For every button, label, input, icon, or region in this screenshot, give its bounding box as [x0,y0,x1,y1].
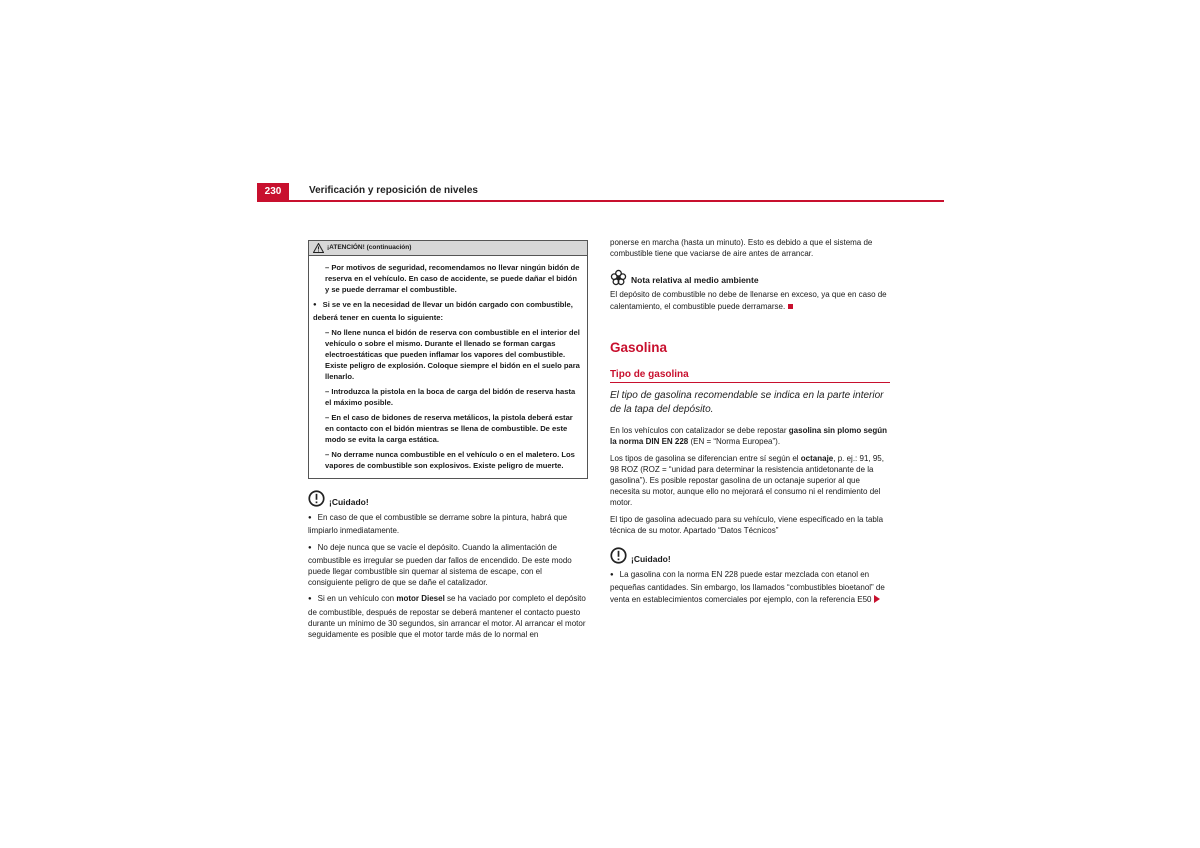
env-note-heading [610,269,890,286]
right-column [610,237,890,610]
paragraph: Los tipos de gasolina se diferencian entre sí según el octanaje, p. ej.: 91, 95, 98 ROZ (ROZ = “unidad para determinar la resistencia antidetonante de la gasolina”). Es posible repostar gasolina de un octanaje superior al que necesita su motor, aunque ello no mejorará el consumo ni el rendimiento del motor. [610,453,884,508]
continuation-text: ponerse en marcha (hasta un minuto). Esto es debido a que el sistema de combustible tiene que vaciarse de aire antes de arrancar. [610,238,873,259]
warning-box [308,240,588,479]
env-note-title: Nota relativa al medio ambiente [631,275,759,286]
page-number: 230 [257,183,289,200]
warning-item: – Introduzca la pistola en la boca de carga del bidón de reserva hasta el máximo posible. [325,387,576,407]
paragraph: El tipo de gasolina adecuado para su vehículo, viene especificado en la tabla técnica de su motor. Apartado “Datos Técnicos” [610,514,884,535]
warning-triangle-icon [313,243,324,253]
warning-item: ● Si se ve en la necesidad de llevar un bidón cargado con combustible, deberá tener en cuenta lo siguiente: [313,299,583,323]
caution-item: ● Si en un vehículo con motor Diesel se ha vaciado por completo el depósito de combustible, después de repostar se deberá mantener el contacto puesto durante un mínimo de 30 segundos, sin arrancar el motor. Al arrancar el motor seguidamente es posible que el motor tarde más de lo normal en [308,593,588,640]
warning-item: – No derrame nunca combustible en el vehículo o en el maletero. Los vapores de combustible son explosivos. Existe peligro de muerte. [325,450,575,470]
env-note-text: El depósito de combustible no debe de llenarse en exceso, ya que en caso de calentamiento, el combustible puede derramarse. [610,290,887,311]
chapter-title: Verificación y reposición de niveles [309,185,478,196]
end-marker-icon [788,304,793,309]
page-header [257,183,944,201]
caution-title: ¡Cuidado! [329,497,369,507]
warning-box-title: ¡ATENCIÓN! (continuación) [327,244,412,251]
warning-item: – En el caso de bidones de reserva metálicos, la pistola deberá estar en contacto con el bidón mientras se llena de combustible. De este modo se evita la carga estática. [325,413,573,444]
caution-item: ● No deje nunca que se vacíe el depósito. Cuando la alimentación de combustible es irregular se pueden dar fallos de encendido. De este modo puede llegar combustible sin quemar al sistema de escape, con el consiguiente peligro de que se dañe el catalizador. [308,542,588,589]
subsection-title: Tipo de gasolina [610,369,890,383]
caution-title: ¡Cuidado! [631,554,671,565]
exclamation-circle-icon [610,547,627,564]
intro-text: El tipo de gasolina recomendable se indica en la parte interior de la tapa del depósito. [610,390,884,415]
header-rule [257,200,944,202]
warning-item: – No llene nunca el bidón de reserva con combustible en el interior del vehículo o sobre el mismo. Durante el llenado se forman cargas electroestáticas que pueden inflamar los vapores del combustible. Existe peligro de explosión. Coloque siempre el bidón en el suelo para llenarlo. [325,328,580,381]
warning-item: – Por motivos de seguridad, recomendamos no llevar ningún bidón de reserva en el vehículo. En caso de accidente, se puede dañar el bidón y se puede derramar el combustible. [325,263,580,294]
caution-heading [308,489,588,508]
caution-item: ● En caso de que el combustible se derrame sobre la pintura, habrá que limpiarlo inmediatamente. [308,512,588,536]
caution-heading [610,546,890,565]
flower-icon [610,269,627,286]
continue-arrow-icon [874,595,880,603]
warning-box-header [309,241,587,256]
exclamation-circle-icon [308,490,325,507]
left-column [308,240,588,645]
section-title: Gasolina [610,339,668,355]
paragraph: En los vehículos con catalizador se debe repostar gasolina sin plomo según la norma DIN EN 228 (EN = “Norma Europea”). [610,426,888,447]
warning-box-body [309,256,587,478]
caution-item: ● La gasolina con la norma EN 228 puede estar mezclada con etanol en pequeñas cantidades. Sin embargo, los llamados “combustibles bioetanol” de venta en establecimientos comerciales por ejemplo, con la referencia E50 [610,569,890,605]
